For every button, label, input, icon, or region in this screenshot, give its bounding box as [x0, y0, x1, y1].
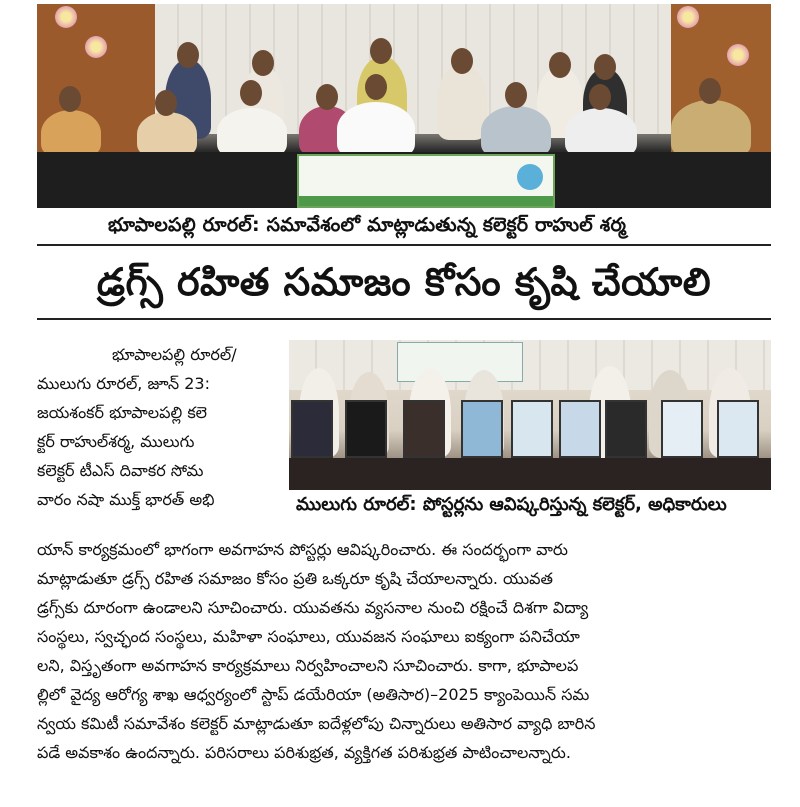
rule-line: [37, 244, 771, 246]
person-head: [365, 74, 387, 100]
article-line: న్వయ కమిటీ సమావేశం కలెక్టర్‌ మాట్లాడుతూ ఐదేళ్లలోపు చిన్నారులు అతిసార వ్యాధి బారిన: [37, 714, 596, 733]
headline: డ్రగ్స్‌ రహిత సమాజం కోసం కృషి చేయాలి: [96, 260, 712, 304]
banner-logo-icon: [517, 164, 543, 190]
article-line: సంస్థలు, స్వచ్ఛంద సంస్థలు, మహిళా సంఘాలు, యువజన సంఘాలు ఐక్యంగా పనిచేయా: [37, 627, 580, 646]
meeting-photo: [37, 4, 771, 208]
poster: [291, 400, 333, 458]
person-head: [316, 84, 338, 110]
person-head: [59, 86, 81, 112]
table-banner: [297, 154, 555, 208]
article-line: డ్రగ్స్‌కు దూరంగా ఉండాలని సూచించారు. యువతను వ్యసనాల నుంచి రక్షించే దిశగా విద్యా: [37, 598, 589, 617]
person-seated: [41, 110, 101, 156]
poster: [461, 400, 503, 458]
banner-strip: [299, 196, 553, 206]
person-seated: [217, 108, 287, 156]
article-line: వారం నషా ముక్త్‌ భారత్‌ అభి: [37, 490, 215, 509]
article-line: ములుగు రూరల్‌, జూన్‌ 23:: [37, 374, 210, 393]
article-line: యాన్‌ కార్యక్రమంలో భాగంగా అవగాహన పోస్టర్లు ఆవిష్కరించారు. ఈ సందర్భంగా వారు: [37, 540, 568, 559]
stage-table: [289, 458, 771, 490]
person-head: [240, 80, 262, 106]
flower-decoration: [727, 44, 749, 66]
article-line: మాట్లాడుతూ డ్రగ్స్‌ రహిత సమాజం కోసం ప్రతి ఒక్కరూ కృషి చేయాలన్నారు. యువత: [37, 569, 553, 588]
article-line: భూపాలపల్లి రూరల్‌/: [112, 345, 237, 364]
poster: [559, 400, 601, 458]
person-head: [505, 82, 527, 108]
person-head: [451, 48, 473, 74]
bottom-photo-caption: ములుగు రూరల్‌: పోస్టర్లను ఆవిష్కరిస్తున్న కలెక్టర్‌, అధికారులు: [296, 494, 727, 515]
article-line: క్టర్‌ రాహుల్‌శర్మ, ములుగు: [37, 432, 195, 451]
article-line: కలెక్టర్‌ టీఎస్‌ దివాకర సోమ: [37, 461, 204, 480]
person-head: [699, 78, 721, 104]
person-head: [177, 42, 199, 68]
poster: [661, 400, 703, 458]
flower-decoration: [85, 36, 107, 58]
poster: [511, 400, 553, 458]
article-line: ల్లిలో వైద్య ఆరోగ్య శాఖ ఆధ్వర్యంలో స్టాప్‌ డయేరియా (అతిసార)–2025 క్యాంపెయిన్‌ సమ: [37, 685, 590, 704]
poster: [345, 400, 387, 458]
poster: [403, 400, 445, 458]
person-head: [594, 54, 616, 80]
flower-decoration: [55, 6, 77, 28]
article-line: పడే అవకాశం ఉందన్నారు. పరిసరాలు పరిశుభ్రత, వ్యక్తిగత పరిశుభ్రత పాటించాలన్నారు.: [37, 743, 571, 762]
flower-decoration: [677, 6, 699, 28]
collector-seated: [337, 102, 415, 156]
article-line: లని, విస్తృతంగా అవగాహన కార్యక్రమాలు నిర్వహించాలని సూచించారు. కాగా, భూపాలప: [37, 656, 579, 675]
person-head: [252, 50, 274, 76]
poster: [605, 400, 647, 458]
article-line: జయశంకర్‌ భూపాలపల్లి కలె: [37, 403, 208, 422]
person-head: [370, 38, 392, 64]
person-seated: [137, 112, 197, 156]
rule-line: [37, 318, 771, 320]
person-head: [155, 90, 177, 116]
poster-release-photo: [289, 340, 771, 490]
person-head: [549, 52, 571, 78]
person-seated: [565, 108, 637, 156]
police-officer-seated: [671, 100, 751, 156]
top-photo-caption: భూపాలపల్లి రూరల్‌: సమావేశంలో మాట్లాడుతున్న కలెక్టర్‌ రాహుల్‌ శర్మ: [108, 214, 627, 236]
person-seated: [481, 106, 551, 156]
person-head: [589, 84, 611, 110]
stage-banner: [397, 342, 523, 382]
poster: [717, 400, 759, 458]
person-standing: [437, 64, 487, 140]
